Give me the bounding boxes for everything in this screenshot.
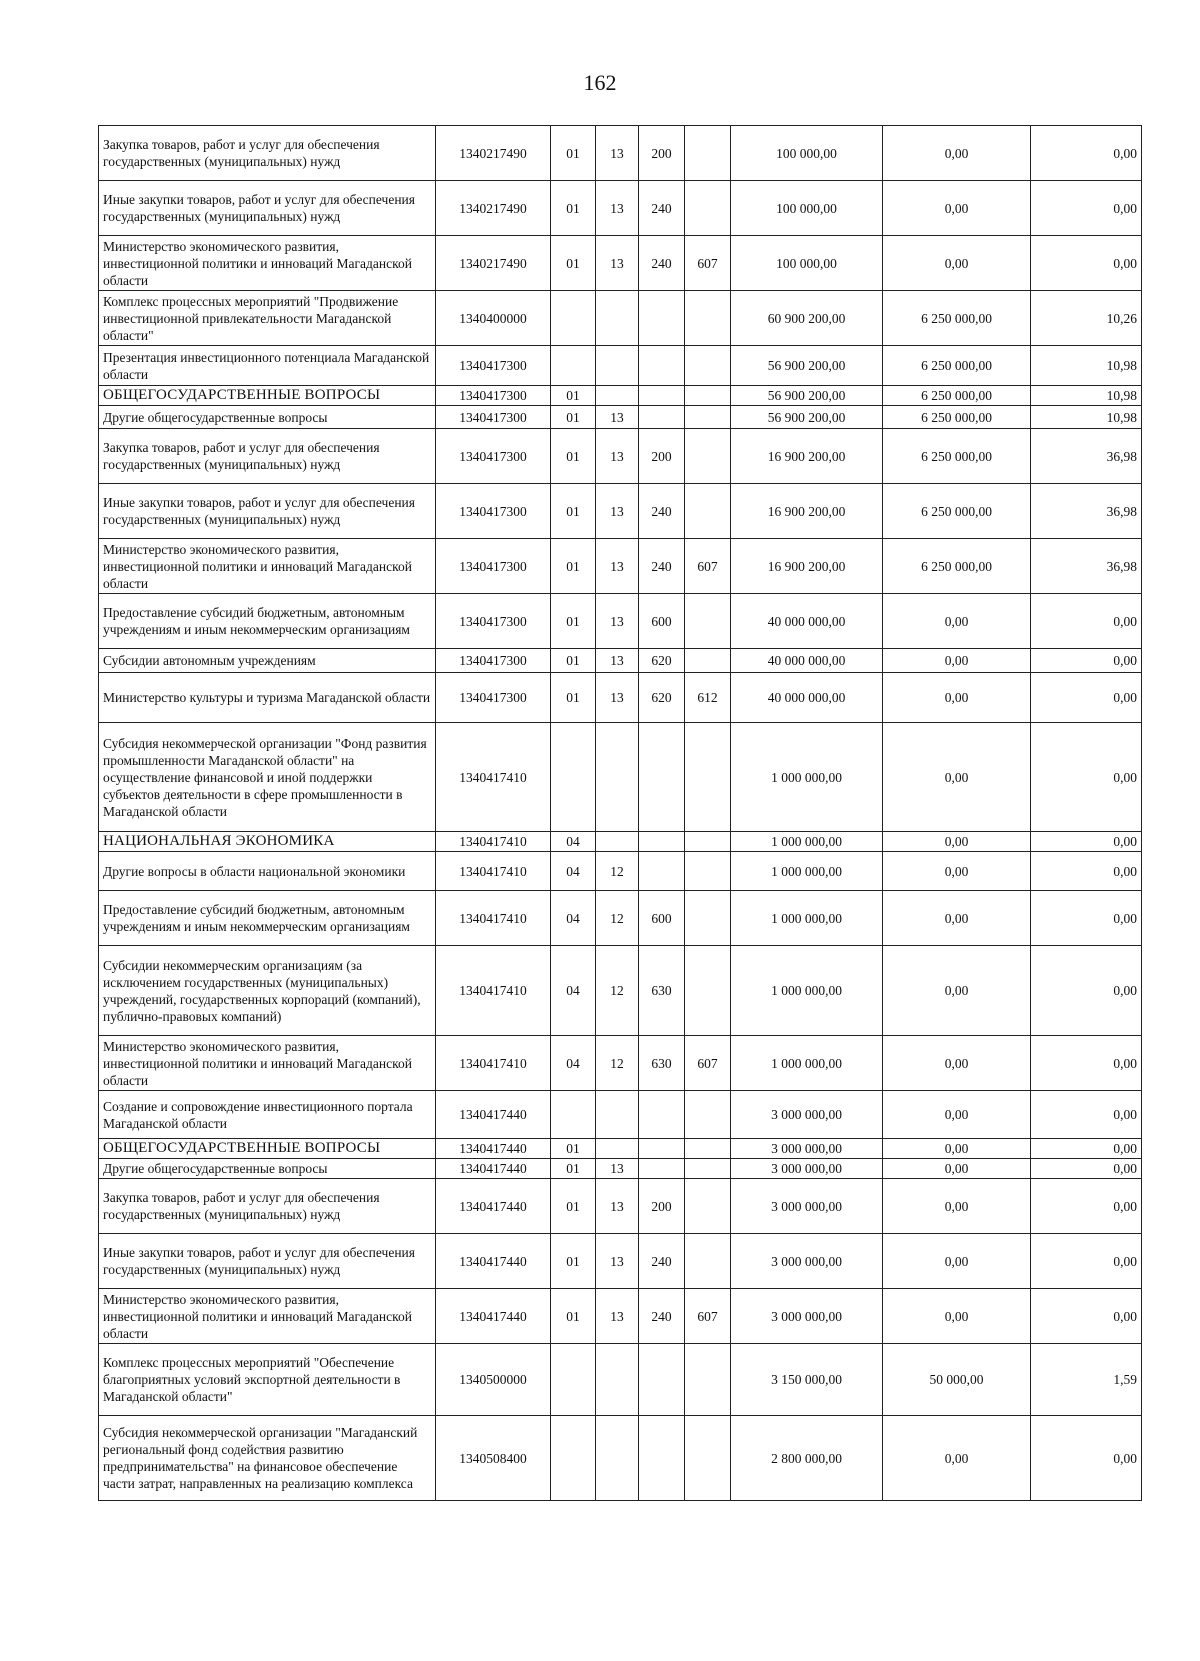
section-code: 01 bbox=[551, 1159, 596, 1179]
executed-amount: 6 250 000,00 bbox=[883, 291, 1031, 346]
subsection-code: 12 bbox=[596, 1036, 639, 1091]
row-name: Комплекс процессных мероприятий "Обеспечение благоприятных условий экспортной деятельности в Магаданской области" bbox=[99, 1344, 436, 1416]
planned-amount: 3 150 000,00 bbox=[731, 1344, 883, 1416]
execution-percent: 0,00 bbox=[1031, 1289, 1142, 1344]
planned-amount: 1 000 000,00 bbox=[731, 946, 883, 1036]
expense-type-code: 240 bbox=[639, 1289, 685, 1344]
executed-amount: 0,00 bbox=[883, 594, 1031, 649]
section-code bbox=[551, 1091, 596, 1139]
subsection-code bbox=[596, 346, 639, 386]
department-code bbox=[685, 723, 731, 832]
executed-amount: 0,00 bbox=[883, 1289, 1031, 1344]
row-name: Другие общегосударственные вопросы bbox=[99, 1159, 436, 1179]
budget-table bbox=[98, 125, 1142, 1501]
section-code: 01 bbox=[551, 386, 596, 406]
section-code bbox=[551, 1344, 596, 1416]
row-name: Закупка товаров, работ и услуг для обеспечения государственных (муниципальных) нужд bbox=[99, 429, 436, 484]
execution-percent: 0,00 bbox=[1031, 891, 1142, 946]
subsection-code: 13 bbox=[596, 649, 639, 673]
section-code bbox=[551, 291, 596, 346]
executed-amount: 0,00 bbox=[883, 832, 1031, 852]
row-name: Иные закупки товаров, работ и услуг для обеспечения государственных (муниципальных) нужд bbox=[99, 181, 436, 236]
subsection-code: 13 bbox=[596, 236, 639, 291]
table-row bbox=[99, 1139, 1142, 1159]
planned-amount: 40 000 000,00 bbox=[731, 673, 883, 723]
execution-percent: 36,98 bbox=[1031, 539, 1142, 594]
table-row bbox=[99, 181, 1142, 236]
subsection-code: 13 bbox=[596, 406, 639, 429]
target-code: 1340417300 bbox=[436, 346, 551, 386]
expense-type-code bbox=[639, 1344, 685, 1416]
subsection-code: 13 bbox=[596, 673, 639, 723]
planned-amount: 100 000,00 bbox=[731, 236, 883, 291]
target-code: 1340217490 bbox=[436, 236, 551, 291]
expense-type-code bbox=[639, 1416, 685, 1501]
executed-amount: 0,00 bbox=[883, 236, 1031, 291]
subsection-code bbox=[596, 386, 639, 406]
executed-amount: 0,00 bbox=[883, 946, 1031, 1036]
target-code: 1340400000 bbox=[436, 291, 551, 346]
execution-percent: 0,00 bbox=[1031, 832, 1142, 852]
row-name: НАЦИОНАЛЬНАЯ ЭКОНОМИКА bbox=[99, 832, 436, 852]
section-code: 01 bbox=[551, 1234, 596, 1289]
section-code: 01 bbox=[551, 126, 596, 181]
department-code bbox=[685, 1179, 731, 1234]
subsection-code bbox=[596, 1416, 639, 1501]
target-code: 1340417300 bbox=[436, 594, 551, 649]
row-name: Предоставление субсидий бюджетным, автономным учреждениям и иным некоммерческим организациям bbox=[99, 891, 436, 946]
executed-amount: 6 250 000,00 bbox=[883, 406, 1031, 429]
row-name: Министерство экономического развития, инвестиционной политики и инноваций Магаданской области bbox=[99, 236, 436, 291]
execution-percent: 10,98 bbox=[1031, 406, 1142, 429]
subsection-code: 13 bbox=[596, 1179, 639, 1234]
execution-percent: 0,00 bbox=[1031, 673, 1142, 723]
planned-amount: 40 000 000,00 bbox=[731, 649, 883, 673]
section-code: 04 bbox=[551, 891, 596, 946]
target-code: 1340417410 bbox=[436, 1036, 551, 1091]
executed-amount: 0,00 bbox=[883, 1091, 1031, 1139]
expense-type-code: 200 bbox=[639, 1179, 685, 1234]
row-name: Министерство экономического развития, инвестиционной политики и инноваций Магаданской области bbox=[99, 1289, 436, 1344]
table-row bbox=[99, 1416, 1142, 1501]
subsection-code: 12 bbox=[596, 891, 639, 946]
target-code: 1340417300 bbox=[436, 386, 551, 406]
section-code: 04 bbox=[551, 832, 596, 852]
department-code bbox=[685, 1416, 731, 1501]
table-row bbox=[99, 126, 1142, 181]
execution-percent: 0,00 bbox=[1031, 594, 1142, 649]
table-row bbox=[99, 852, 1142, 891]
executed-amount: 6 250 000,00 bbox=[883, 346, 1031, 386]
target-code: 1340417300 bbox=[436, 649, 551, 673]
expense-type-code: 200 bbox=[639, 126, 685, 181]
execution-percent: 0,00 bbox=[1031, 1179, 1142, 1234]
subsection-code: 13 bbox=[596, 429, 639, 484]
subsection-code: 13 bbox=[596, 126, 639, 181]
row-name: Другие вопросы в области национальной экономики bbox=[99, 852, 436, 891]
executed-amount: 0,00 bbox=[883, 1139, 1031, 1159]
execution-percent: 0,00 bbox=[1031, 946, 1142, 1036]
executed-amount: 0,00 bbox=[883, 1159, 1031, 1179]
expense-type-code: 240 bbox=[639, 1234, 685, 1289]
executed-amount: 6 250 000,00 bbox=[883, 429, 1031, 484]
table-row bbox=[99, 594, 1142, 649]
section-code bbox=[551, 346, 596, 386]
planned-amount: 1 000 000,00 bbox=[731, 852, 883, 891]
executed-amount: 0,00 bbox=[883, 126, 1031, 181]
subsection-code: 12 bbox=[596, 852, 639, 891]
target-code: 1340500000 bbox=[436, 1344, 551, 1416]
execution-percent: 0,00 bbox=[1031, 1159, 1142, 1179]
department-code bbox=[685, 126, 731, 181]
table-row bbox=[99, 1159, 1142, 1179]
planned-amount: 3 000 000,00 bbox=[731, 1091, 883, 1139]
table-row bbox=[99, 946, 1142, 1036]
expense-type-code: 240 bbox=[639, 539, 685, 594]
department-code bbox=[685, 1234, 731, 1289]
table-row bbox=[99, 406, 1142, 429]
row-name: Иные закупки товаров, работ и услуг для обеспечения государственных (муниципальных) нужд bbox=[99, 1234, 436, 1289]
table-row bbox=[99, 1344, 1142, 1416]
expense-type-code: 600 bbox=[639, 594, 685, 649]
table-row bbox=[99, 1289, 1142, 1344]
row-name: Субсидия некоммерческой организации "Фонд развития промышленности Магаданской области" на осуществление финансовой и иной поддержки субъектов деятельности в сфере промышленности в Магаданской области bbox=[99, 723, 436, 832]
expense-type-code bbox=[639, 1091, 685, 1139]
expense-type-code bbox=[639, 832, 685, 852]
planned-amount: 3 000 000,00 bbox=[731, 1179, 883, 1234]
section-code: 04 bbox=[551, 1036, 596, 1091]
department-code: 607 bbox=[685, 1036, 731, 1091]
department-code bbox=[685, 852, 731, 891]
planned-amount: 56 900 200,00 bbox=[731, 406, 883, 429]
department-code bbox=[685, 1344, 731, 1416]
table-row bbox=[99, 832, 1142, 852]
planned-amount: 100 000,00 bbox=[731, 181, 883, 236]
target-code: 1340417300 bbox=[436, 406, 551, 429]
section-code: 01 bbox=[551, 1179, 596, 1234]
target-code: 1340417410 bbox=[436, 723, 551, 832]
subsection-code bbox=[596, 832, 639, 852]
section-code bbox=[551, 1416, 596, 1501]
execution-percent: 0,00 bbox=[1031, 1036, 1142, 1091]
expense-type-code: 200 bbox=[639, 429, 685, 484]
department-code: 612 bbox=[685, 673, 731, 723]
subsection-code: 12 bbox=[596, 946, 639, 1036]
expense-type-code: 620 bbox=[639, 649, 685, 673]
expense-type-code bbox=[639, 406, 685, 429]
row-name: Субсидия некоммерческой организации "Магаданский региональный фонд содействия развитию предпринимательства" на финансовое обеспечение части затрат, направленных на реализацию комплекса bbox=[99, 1416, 436, 1501]
execution-percent: 10,98 bbox=[1031, 346, 1142, 386]
expense-type-code bbox=[639, 386, 685, 406]
executed-amount: 0,00 bbox=[883, 1416, 1031, 1501]
planned-amount: 3 000 000,00 bbox=[731, 1159, 883, 1179]
execution-percent: 0,00 bbox=[1031, 649, 1142, 673]
subsection-code: 13 bbox=[596, 594, 639, 649]
table-row bbox=[99, 386, 1142, 406]
executed-amount: 0,00 bbox=[883, 1234, 1031, 1289]
department-code bbox=[685, 181, 731, 236]
row-name: Другие общегосударственные вопросы bbox=[99, 406, 436, 429]
target-code: 1340417440 bbox=[436, 1159, 551, 1179]
executed-amount: 6 250 000,00 bbox=[883, 484, 1031, 539]
expense-type-code: 620 bbox=[639, 673, 685, 723]
department-code bbox=[685, 346, 731, 386]
planned-amount: 100 000,00 bbox=[731, 126, 883, 181]
department-code: 607 bbox=[685, 236, 731, 291]
budget-table-body bbox=[99, 126, 1142, 1501]
target-code: 1340217490 bbox=[436, 181, 551, 236]
table-row bbox=[99, 723, 1142, 832]
table-row bbox=[99, 236, 1142, 291]
planned-amount: 1 000 000,00 bbox=[731, 832, 883, 852]
executed-amount: 0,00 bbox=[883, 852, 1031, 891]
section-code: 01 bbox=[551, 406, 596, 429]
target-code: 1340417440 bbox=[436, 1289, 551, 1344]
expense-type-code: 240 bbox=[639, 181, 685, 236]
table-row bbox=[99, 346, 1142, 386]
row-name: Иные закупки товаров, работ и услуг для обеспечения государственных (муниципальных) нужд bbox=[99, 484, 436, 539]
department-code bbox=[685, 946, 731, 1036]
row-name: Закупка товаров, работ и услуг для обеспечения государственных (муниципальных) нужд bbox=[99, 126, 436, 181]
row-name: Субсидии автономным учреждениям bbox=[99, 649, 436, 673]
table-row bbox=[99, 649, 1142, 673]
page-number: 162 bbox=[583, 70, 617, 95]
planned-amount: 40 000 000,00 bbox=[731, 594, 883, 649]
section-code: 01 bbox=[551, 673, 596, 723]
target-code: 1340417300 bbox=[436, 484, 551, 539]
row-name: Закупка товаров, работ и услуг для обеспечения государственных (муниципальных) нужд bbox=[99, 1179, 436, 1234]
subsection-code: 13 bbox=[596, 181, 639, 236]
department-code bbox=[685, 649, 731, 673]
table-row bbox=[99, 1234, 1142, 1289]
expense-type-code bbox=[639, 291, 685, 346]
execution-percent: 10,98 bbox=[1031, 386, 1142, 406]
subsection-code: 13 bbox=[596, 1159, 639, 1179]
section-code: 01 bbox=[551, 594, 596, 649]
expense-type-code bbox=[639, 723, 685, 832]
section-code: 01 bbox=[551, 539, 596, 594]
section-code: 01 bbox=[551, 181, 596, 236]
expense-type-code bbox=[639, 1139, 685, 1159]
planned-amount: 56 900 200,00 bbox=[731, 386, 883, 406]
department-code bbox=[685, 594, 731, 649]
planned-amount: 1 000 000,00 bbox=[731, 1036, 883, 1091]
department-code bbox=[685, 291, 731, 346]
table-row bbox=[99, 1036, 1142, 1091]
planned-amount: 3 000 000,00 bbox=[731, 1234, 883, 1289]
subsection-code bbox=[596, 1344, 639, 1416]
planned-amount: 1 000 000,00 bbox=[731, 891, 883, 946]
row-name: Предоставление субсидий бюджетным, автономным учреждениям и иным некоммерческим организациям bbox=[99, 594, 436, 649]
section-code: 01 bbox=[551, 649, 596, 673]
row-name: Комплекс процессных мероприятий "Продвижение инвестиционной привлекательности Магаданской области" bbox=[99, 291, 436, 346]
department-code bbox=[685, 386, 731, 406]
planned-amount: 3 000 000,00 bbox=[731, 1139, 883, 1159]
target-code: 1340417440 bbox=[436, 1179, 551, 1234]
planned-amount: 16 900 200,00 bbox=[731, 429, 883, 484]
planned-amount: 56 900 200,00 bbox=[731, 346, 883, 386]
subsection-code: 13 bbox=[596, 539, 639, 594]
execution-percent: 10,26 bbox=[1031, 291, 1142, 346]
planned-amount: 16 900 200,00 bbox=[731, 484, 883, 539]
target-code: 1340417300 bbox=[436, 673, 551, 723]
target-code: 1340417410 bbox=[436, 852, 551, 891]
section-code: 01 bbox=[551, 1289, 596, 1344]
executed-amount: 0,00 bbox=[883, 181, 1031, 236]
target-code: 1340508400 bbox=[436, 1416, 551, 1501]
row-name: Презентация инвестиционного потенциала Магаданской области bbox=[99, 346, 436, 386]
target-code: 1340417300 bbox=[436, 539, 551, 594]
department-code: 607 bbox=[685, 539, 731, 594]
expense-type-code: 630 bbox=[639, 946, 685, 1036]
executed-amount: 6 250 000,00 bbox=[883, 386, 1031, 406]
executed-amount: 0,00 bbox=[883, 723, 1031, 832]
execution-percent: 0,00 bbox=[1031, 1416, 1142, 1501]
target-code: 1340417410 bbox=[436, 891, 551, 946]
expense-type-code bbox=[639, 1159, 685, 1179]
department-code: 607 bbox=[685, 1289, 731, 1344]
subsection-code: 13 bbox=[596, 1234, 639, 1289]
table-row bbox=[99, 673, 1142, 723]
table-row bbox=[99, 429, 1142, 484]
row-name: ОБЩЕГОСУДАРСТВЕННЫЕ ВОПРОСЫ bbox=[99, 386, 436, 406]
executed-amount: 0,00 bbox=[883, 1036, 1031, 1091]
execution-percent: 0,00 bbox=[1031, 852, 1142, 891]
target-code: 1340417300 bbox=[436, 429, 551, 484]
section-code bbox=[551, 723, 596, 832]
execution-percent: 0,00 bbox=[1031, 1091, 1142, 1139]
execution-percent: 36,98 bbox=[1031, 429, 1142, 484]
department-code bbox=[685, 406, 731, 429]
department-code bbox=[685, 832, 731, 852]
table-row bbox=[99, 484, 1142, 539]
executed-amount: 0,00 bbox=[883, 673, 1031, 723]
department-code bbox=[685, 1159, 731, 1179]
expense-type-code: 240 bbox=[639, 484, 685, 539]
execution-percent: 1,59 bbox=[1031, 1344, 1142, 1416]
section-code: 04 bbox=[551, 946, 596, 1036]
department-code bbox=[685, 1091, 731, 1139]
target-code: 1340417440 bbox=[436, 1091, 551, 1139]
target-code: 1340417410 bbox=[436, 946, 551, 1036]
row-name: Субсидии некоммерческим организациям (за исключением государственных (муниципальных) учреждений, государственных корпораций (компаний), публично-правовых компаний) bbox=[99, 946, 436, 1036]
subsection-code: 13 bbox=[596, 1289, 639, 1344]
expense-type-code: 630 bbox=[639, 1036, 685, 1091]
row-name: Создание и сопровождение инвестиционного портала Магаданской области bbox=[99, 1091, 436, 1139]
target-code: 1340417440 bbox=[436, 1139, 551, 1159]
execution-percent: 0,00 bbox=[1031, 1234, 1142, 1289]
subsection-code bbox=[596, 1139, 639, 1159]
planned-amount: 1 000 000,00 bbox=[731, 723, 883, 832]
executed-amount: 0,00 bbox=[883, 1179, 1031, 1234]
table-row bbox=[99, 539, 1142, 594]
execution-percent: 0,00 bbox=[1031, 181, 1142, 236]
executed-amount: 6 250 000,00 bbox=[883, 539, 1031, 594]
planned-amount: 3 000 000,00 bbox=[731, 1289, 883, 1344]
execution-percent: 0,00 bbox=[1031, 126, 1142, 181]
target-code: 1340417410 bbox=[436, 832, 551, 852]
execution-percent: 36,98 bbox=[1031, 484, 1142, 539]
planned-amount: 2 800 000,00 bbox=[731, 1416, 883, 1501]
table-row bbox=[99, 1091, 1142, 1139]
section-code: 01 bbox=[551, 236, 596, 291]
expense-type-code bbox=[639, 852, 685, 891]
row-name: Министерство экономического развития, инвестиционной политики и инноваций Магаданской области bbox=[99, 539, 436, 594]
execution-percent: 0,00 bbox=[1031, 236, 1142, 291]
expense-type-code: 240 bbox=[639, 236, 685, 291]
execution-percent: 0,00 bbox=[1031, 723, 1142, 832]
table-row bbox=[99, 891, 1142, 946]
subsection-code bbox=[596, 1091, 639, 1139]
table-row bbox=[99, 1179, 1142, 1234]
subsection-code: 13 bbox=[596, 484, 639, 539]
expense-type-code bbox=[639, 346, 685, 386]
department-code bbox=[685, 429, 731, 484]
target-code: 1340417440 bbox=[436, 1234, 551, 1289]
section-code: 01 bbox=[551, 429, 596, 484]
subsection-code bbox=[596, 723, 639, 832]
department-code bbox=[685, 891, 731, 946]
row-name: Министерство экономического развития, инвестиционной политики и инноваций Магаданской области bbox=[99, 1036, 436, 1091]
section-code: 04 bbox=[551, 852, 596, 891]
target-code: 1340217490 bbox=[436, 126, 551, 181]
executed-amount: 50 000,00 bbox=[883, 1344, 1031, 1416]
table-row bbox=[99, 291, 1142, 346]
department-code bbox=[685, 484, 731, 539]
executed-amount: 0,00 bbox=[883, 891, 1031, 946]
section-code: 01 bbox=[551, 484, 596, 539]
expense-type-code: 600 bbox=[639, 891, 685, 946]
subsection-code bbox=[596, 291, 639, 346]
row-name: Министерство культуры и туризма Магаданской области bbox=[99, 673, 436, 723]
execution-percent: 0,00 bbox=[1031, 1139, 1142, 1159]
section-code: 01 bbox=[551, 1139, 596, 1159]
planned-amount: 60 900 200,00 bbox=[731, 291, 883, 346]
row-name: ОБЩЕГОСУДАРСТВЕННЫЕ ВОПРОСЫ bbox=[99, 1139, 436, 1159]
planned-amount: 16 900 200,00 bbox=[731, 539, 883, 594]
executed-amount: 0,00 bbox=[883, 649, 1031, 673]
department-code bbox=[685, 1139, 731, 1159]
